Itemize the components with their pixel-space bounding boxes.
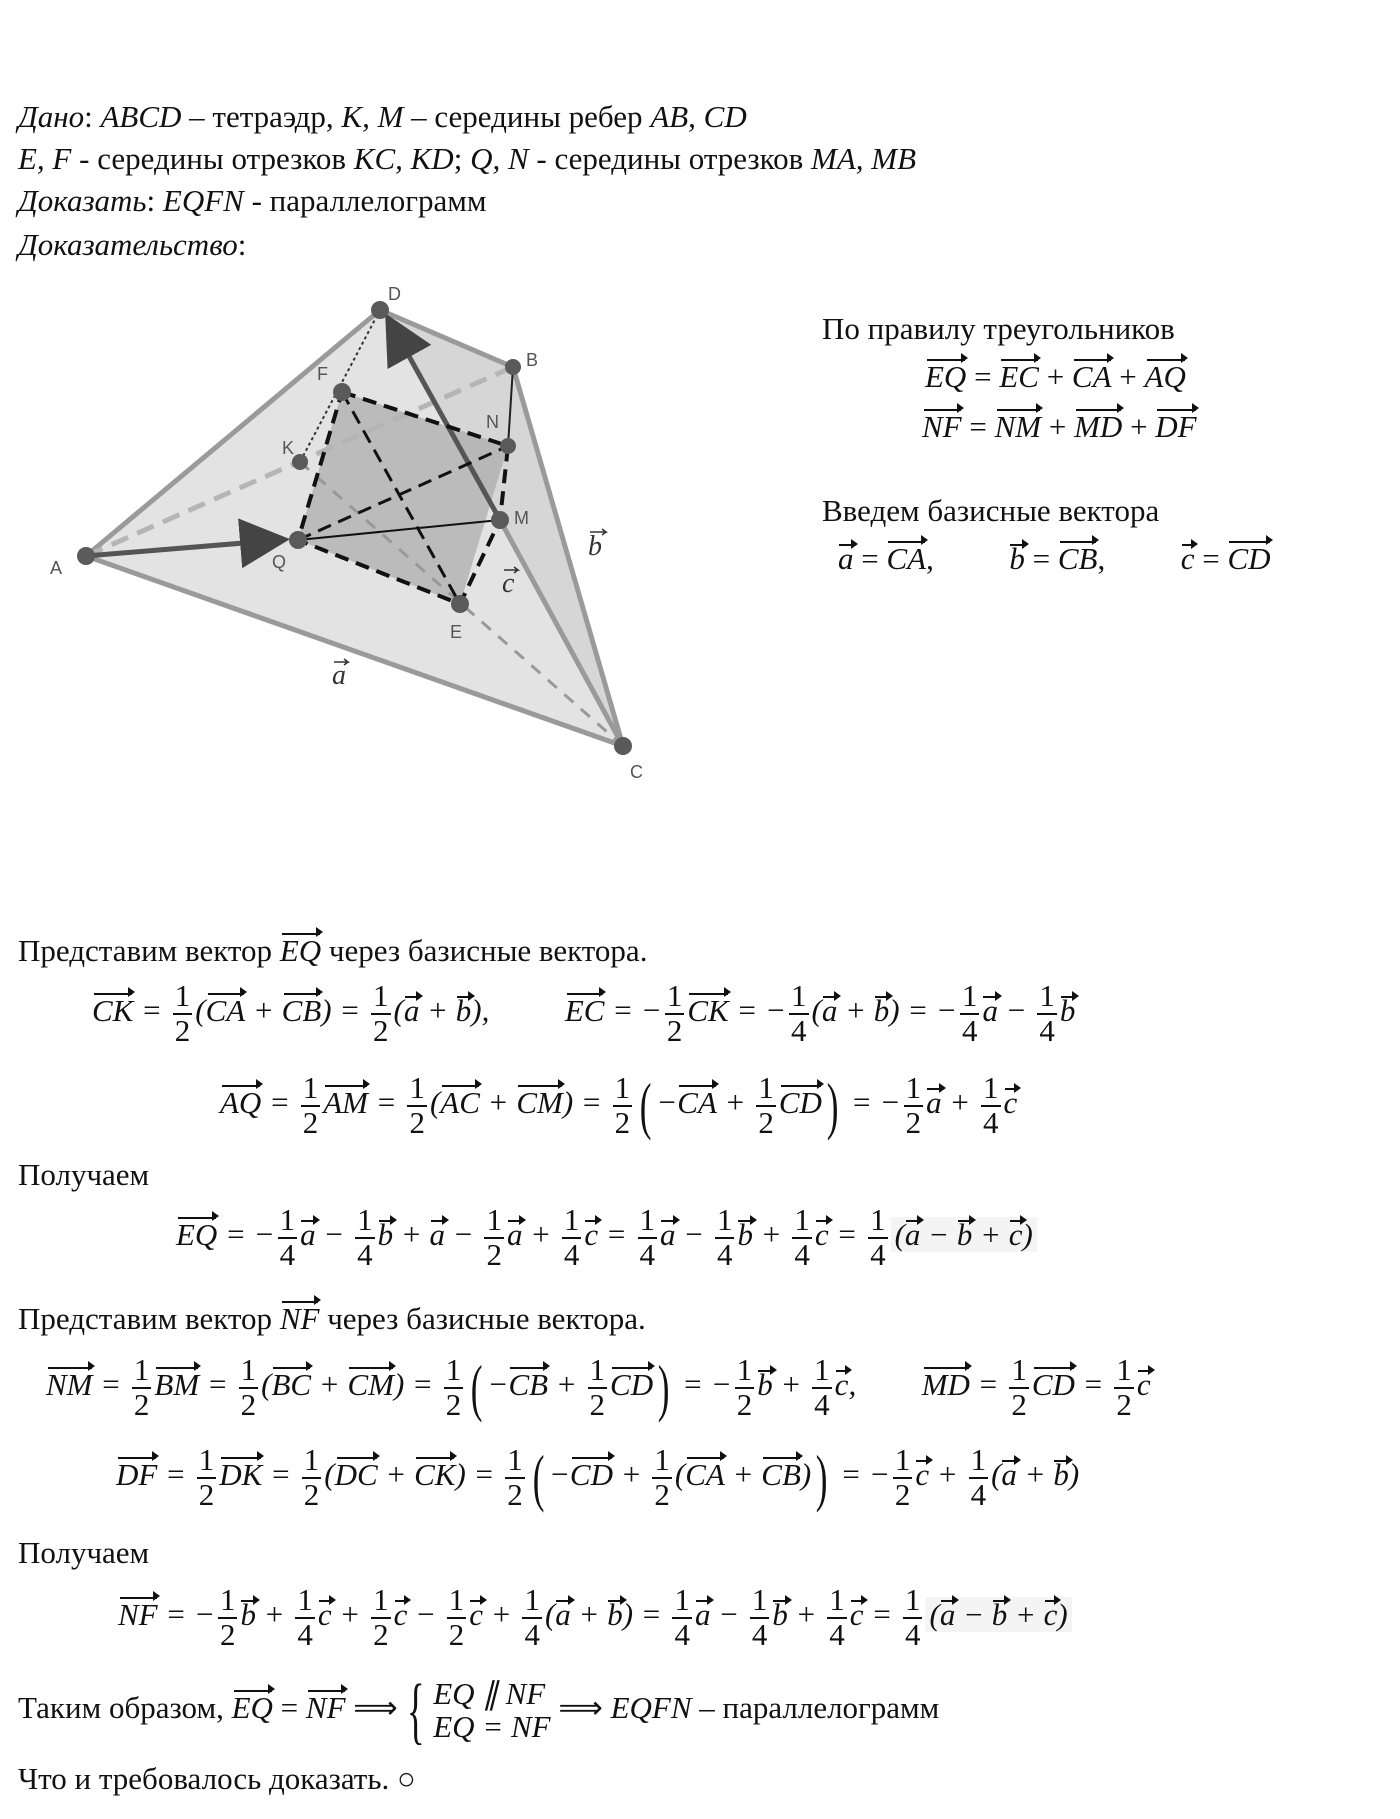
- formula-nm-md: NM = $\frac{1}{2}$ BM = $\frac{1}{2}$ (BC + CM) = $\frac{1}{2}$ ( −CB + $\frac{1}{2}$ CD) = − $\frac{1}{2}$ b + $\frac{1}{4}$ c, MD = $\frac{1}{2}$ CD = $\frac{1}{2}$ c: [46, 1351, 1151, 1423]
- basis-cd: CD: [1227, 541, 1271, 576]
- formula-eq-result: EQ = − $\frac{1}{4}$ a − $\frac{1}{4}$ b + a − $\frac{1}{2}$ a + $\frac{1}{4}$ c = $\frac{1}{4}$ a − $\frac{1}{4}$ b + $\frac{1}{4}$ c = $\frac{1}{4}$ (a − b + c): [176, 1204, 1037, 1271]
- label-d: D: [388, 284, 401, 304]
- point-k: [292, 454, 308, 470]
- label-f: F: [317, 364, 328, 384]
- conclusion-system: [433, 1678, 550, 1743]
- given2-text: - середины отрезков: [71, 141, 354, 176]
- given-text2: – середины ребер: [403, 99, 651, 134]
- proof-label: Доказательство: [18, 227, 238, 262]
- label-vec-c: c: [502, 568, 515, 599]
- obtain2: Получаем: [18, 1535, 150, 1570]
- rule-eq2: NF = NM + MD + DF: [922, 409, 1197, 444]
- vec-nm: NM: [994, 409, 1042, 444]
- given2-kc: KC, KD: [353, 141, 454, 176]
- basis-c: c: [1180, 541, 1195, 576]
- repr-eq-text2: через базисные вектора.: [321, 933, 648, 968]
- conclusion-line: Таким образом, EQ = NF ⟹ { EQ ∥ NF EQ = NF ⟹ EQFN – параллелограмм: [18, 1670, 940, 1752]
- basis-defs: a = CA, b = CB, c = CD: [838, 541, 1271, 576]
- point-d: [371, 301, 389, 319]
- given-line: Дано: ABCD – тетраэдр, K, M – середины ребер AB, CD: [18, 99, 747, 134]
- given2-ma: MA, MB: [811, 141, 917, 176]
- proof-line: Доказательство:: [18, 227, 247, 262]
- label-vec-b: b: [588, 531, 602, 562]
- vec-ca: CA: [1071, 359, 1112, 394]
- given-edges: AB, CD: [650, 99, 747, 134]
- label-k: K: [282, 438, 295, 458]
- basis-b: b: [1009, 541, 1025, 576]
- formula-df: DF = $\frac{1}{2}$ DK = $\frac{1}{2}$ (DC + CK) = $\frac{1}{2}$ ( −CD + $\frac{1}{2}$ (CA + CB)) = − $\frac{1}{2}$ c + $\frac{1}{4}$ (a + b): [116, 1441, 1080, 1513]
- system-brace: {: [406, 1670, 425, 1752]
- label-b: B: [526, 350, 539, 370]
- point-m: [491, 511, 509, 529]
- point-b: [505, 359, 521, 375]
- formula-nf-result: NF = − $\frac{1}{2}$ b + $\frac{1}{4}$ c + $\frac{1}{2}$ c − $\frac{1}{2}$ c + $\frac{1}{4}$ (a + b) = $\frac{1}{4}$ a − $\frac{1}{4}$ b + $\frac{1}{4}$ c = $\frac{1}{4}$ (a − b + c): [118, 1584, 1072, 1651]
- vec-md: MD: [1074, 409, 1123, 444]
- conclusion-nf: NF: [305, 1690, 346, 1726]
- basis-ca: CA: [886, 541, 927, 576]
- given2-ef: E, F: [18, 141, 72, 176]
- given-tetra: ABCD: [100, 99, 182, 134]
- formula-aq: AQ = $\frac{1}{2}$ AM = $\frac{1}{2}$ (AC + CM) = $\frac{1}{2}$ ( −CA + $\frac{1}{2}$ CD) = − $\frac{1}{2}$ a + $\frac{1}{4}$ c: [220, 1069, 1018, 1141]
- conclusion-figure: EQFN: [610, 1690, 692, 1726]
- repr-nf-text2: через базисные вектора.: [319, 1301, 646, 1336]
- system-parallel: EQ ∥ NF: [433, 1676, 546, 1712]
- label-e: E: [450, 622, 463, 642]
- rule-eq1: EQ = EC + CA + AQ: [925, 359, 1186, 394]
- system-equal: EQ = NF: [433, 1709, 551, 1744]
- label-m: M: [514, 508, 529, 528]
- given-text: – тетраэдр,: [181, 99, 342, 134]
- repr-nf-line: [18, 1300, 646, 1337]
- repr-eq-vec: EQ: [279, 933, 322, 968]
- repr-eq-text: Представим вектор: [18, 933, 280, 968]
- repr-nf-text: Представим вектор: [18, 1301, 280, 1336]
- repr-eq-line: [18, 932, 647, 969]
- vec-eq: EQ: [925, 359, 967, 394]
- rule-title: По правилу треугольников: [822, 311, 1175, 346]
- given2-text2: - середины отрезков: [528, 141, 812, 176]
- basis-title: Введем базисные вектора: [822, 493, 1160, 528]
- point-n: [500, 438, 516, 454]
- given-label: Дано: [18, 99, 85, 134]
- point-f: [333, 383, 351, 401]
- label-q: Q: [272, 552, 287, 572]
- qed: Что и требовалось доказать. ○: [18, 1761, 416, 1796]
- given2-line: [18, 140, 916, 177]
- repr-nf-vec: NF: [279, 1301, 320, 1336]
- prove-label: Доказать: [18, 183, 147, 218]
- vec-aq: AQ: [1144, 359, 1186, 394]
- vec-ec: EC: [999, 359, 1039, 394]
- prove-text: - параллелограмм: [243, 183, 487, 218]
- basis-cb: CB: [1057, 541, 1098, 576]
- label-vec-a: a: [332, 660, 346, 691]
- point-q: [289, 531, 307, 549]
- prove-line: Доказать: EQFN - параллелограмм: [18, 183, 487, 218]
- tetrahedron-figure: [50, 284, 760, 900]
- vec-nf: NF: [922, 409, 962, 444]
- point-c: [614, 737, 632, 755]
- conclusion-text2: – параллелограмм: [691, 1690, 940, 1726]
- conclusion-text: Таким образом,: [18, 1690, 232, 1726]
- given-km: K, M: [341, 99, 404, 134]
- conclusion-eq: EQ: [231, 1690, 273, 1726]
- basis-a: a: [838, 541, 854, 576]
- point-e: [451, 595, 469, 613]
- prove-fig: EQFN: [162, 183, 244, 218]
- obtain1: Получаем: [18, 1157, 150, 1192]
- vec-df: DF: [1155, 409, 1197, 444]
- label-n: N: [486, 412, 499, 432]
- given2-sep: ;: [453, 141, 471, 176]
- label-c: C: [630, 762, 643, 782]
- formula-ck-ec: CK = $\frac{1}{2}$ (CA + CB) = $\frac{1}{2}$ (a + b), EC = − $\frac{1}{2}$ CK = − $\frac{1}{4}$ (a + b) = − $\frac{1}{4}$ a − $\frac{1}{4}$ b: [92, 978, 1076, 1048]
- given2-qn: Q, N: [470, 141, 529, 176]
- label-a: A: [50, 558, 63, 578]
- point-a: [77, 547, 95, 565]
